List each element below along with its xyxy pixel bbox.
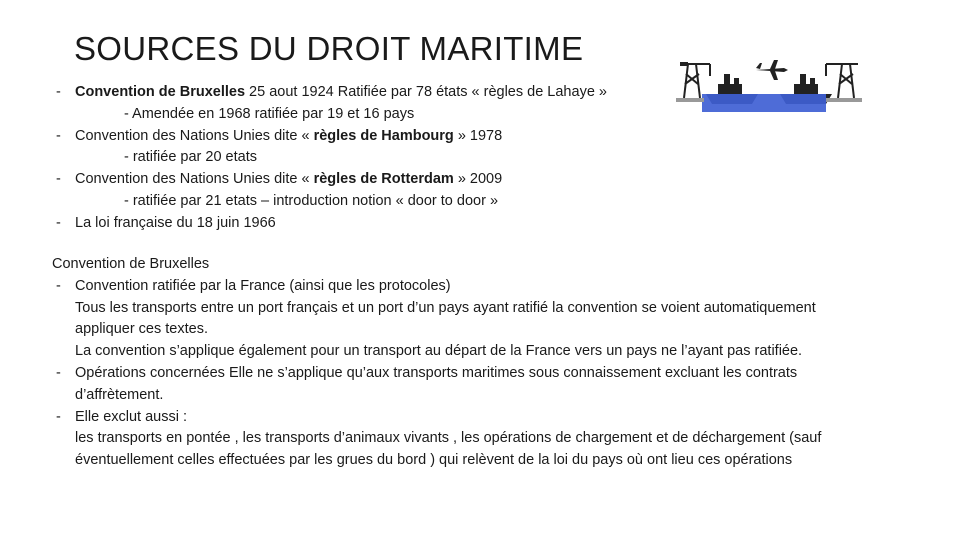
list-item: - Convention ratifiée par la France (ainsi que les protocoles) bbox=[56, 277, 451, 294]
section-heading: Convention de Bruxelles bbox=[52, 256, 210, 272]
airplane-icon bbox=[756, 60, 788, 80]
list-item: - Opérations concernées Elle ne s’applique qu’aux transports maritimes sous connaissement excluant les contrats d’affrètement. bbox=[56, 364, 798, 403]
crane-icon-right bbox=[826, 64, 858, 98]
list-item: - Convention des Nations Unies dite « règles de Hambourg » 1978 bbox=[56, 127, 503, 144]
list-subitem: - Amendée en 1968 ratifiée par 19 et 16 pays bbox=[124, 105, 415, 122]
water-band bbox=[702, 94, 826, 112]
list-item: - Elle exclut aussi : bbox=[56, 408, 188, 425]
list-item: - Convention de Bruxelles 25 aout 1924 Ratifiée par 78 états « règles de Lahaye » bbox=[56, 84, 607, 100]
list-item: - Convention des Nations Unies dite « règles de Rotterdam » 2009 bbox=[56, 171, 503, 188]
paragraph: La convention s’applique également pour un transport au départ de la France vers un pays ne l’ayant pas ratifiée. bbox=[75, 343, 803, 360]
bruxelles-section bbox=[52, 254, 842, 472]
paragraph: les transports en pontée , les transports d’animaux vivants , les opérations de chargement et de déchargement (sauf éventuellement celles effectuées par les grues du bord ) qui relèvent de la loi du pays où ont lieu ces opérations bbox=[75, 430, 822, 469]
sources-list bbox=[52, 82, 692, 235]
paragraph: Tous les transports entre un port français et un port d’un pays ayant ratifié la convention se voient automatiquement appliquer ces textes. bbox=[75, 299, 816, 338]
page-title: SOURCES DU DROIT MARITIME bbox=[74, 30, 584, 67]
maritime-logo bbox=[676, 48, 862, 120]
crane-icon-left-base bbox=[680, 62, 688, 66]
list-item: - La loi française du 18 juin 1966 bbox=[56, 214, 276, 231]
list-subitem: - ratifiée par 21 etats – introduction notion « door to door » bbox=[124, 192, 499, 209]
list-subitem: - ratifiée par 20 etats bbox=[124, 149, 257, 166]
quay-right bbox=[826, 98, 862, 102]
